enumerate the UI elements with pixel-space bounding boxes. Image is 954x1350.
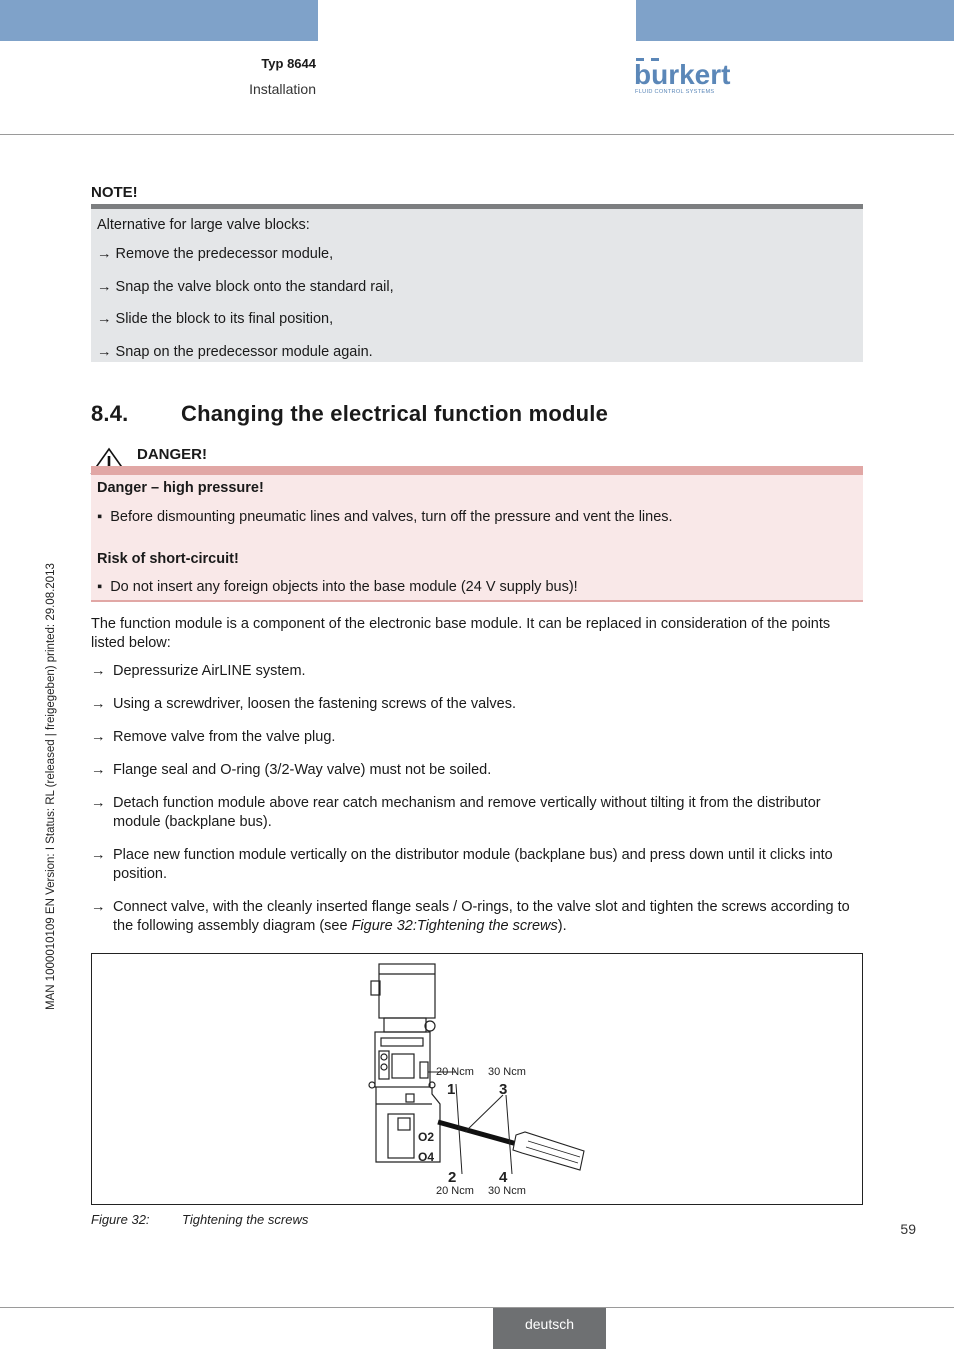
screw-number: 1 [447, 1081, 456, 1098]
section-title: Changing the electrical function module [181, 401, 609, 426]
header-rule [0, 134, 954, 135]
procedure-step: → Flange seal and O-ring (3/2-Way valve) must not be soiled. [91, 762, 492, 778]
note-step: → Slide the block to its final position, [97, 311, 334, 327]
figure-caption-label: Figure 32: [91, 1212, 150, 1227]
note-step: → Remove the predecessor module, [97, 246, 334, 262]
document-meta: MAN 1000010109 EN Version: I Status: RL (released | freigegeben) printed: 29.08.2013 [45, 563, 57, 1010]
port-label: O2 [418, 1130, 435, 1144]
screw-number: 4 [499, 1169, 508, 1186]
figure-reference: Figure 32:Tightening the screws [351, 918, 558, 934]
screw-number: 3 [499, 1081, 508, 1098]
danger-title: DANGER! [137, 446, 207, 463]
note-step: → Snap the valve block onto the standard rail, [97, 279, 394, 295]
port-label: O4 [418, 1150, 435, 1164]
valve-assembly-drawing [92, 954, 862, 1204]
danger-bullet-pressure: ▪ Before dismounting pneumatic lines and valves, turn off the pressure and vent the lines. [97, 509, 673, 525]
note-box [91, 204, 863, 362]
procedure-step: → Place new function module vertically on the distributor module (backplane bus) and press down until it clicks into position. [91, 847, 833, 882]
procedure-step: → Detach function module above rear catch mechanism and remove vertically without tilting it from the distributor module (backplane bus). [91, 795, 821, 830]
torque-label: 20 Ncm [436, 1185, 474, 1197]
procedure-step: → Using a screwdriver, loosen the fastening screws of the valves. [91, 696, 516, 712]
section-label: Installation [249, 81, 316, 97]
section-heading [91, 401, 608, 427]
figure-caption-text: Tightening the screws [182, 1212, 309, 1227]
figure-frame [91, 953, 863, 1205]
danger-heading-short-circuit: Risk of short-circuit! [97, 551, 239, 567]
screw-number: 2 [448, 1169, 457, 1186]
procedure-step: → Connect valve, with the cleanly inserted flange seals / O-rings, to the valve slot and tighten the screws according to the following assembly diagram (see Figure 32:Tightening the screws). [91, 899, 850, 934]
note-step: → Snap on the predecessor module again. [97, 344, 373, 360]
page-number: 59 [900, 1221, 916, 1237]
intro-paragraph: The function module is a component of the electronic base module. It can be replaced in consideration of the points listed below: [91, 616, 831, 651]
logo-word: burkert [634, 59, 731, 90]
danger-box [91, 466, 863, 602]
note-intro: Alternative for large valve blocks: [97, 217, 310, 233]
doc-type: Typ 8644 [261, 56, 316, 71]
torque-label: 30 Ncm [488, 1185, 526, 1197]
torque-label: 20 Ncm [436, 1066, 474, 1078]
section-number: 8.4. [91, 401, 129, 426]
footer-rule [0, 1307, 954, 1308]
language-tab: deutsch [493, 1308, 606, 1349]
header-bar-left [0, 0, 318, 41]
procedure-step: → Remove valve from the valve plug. [91, 729, 336, 745]
torque-label: 30 Ncm [488, 1066, 526, 1078]
danger-bullet-short-circuit: ▪ Do not insert any foreign objects into the base module (24 V supply bus)! [97, 579, 578, 595]
logo-tagline: FLUID CONTROL SYSTEMS [635, 89, 715, 95]
procedure-step: → Depressurize AirLINE system. [91, 663, 306, 679]
note-title: NOTE! [91, 184, 138, 201]
burkert-logo [634, 58, 734, 96]
header-bar-right [636, 0, 954, 41]
danger-heading-pressure: Danger – high pressure! [97, 480, 264, 496]
